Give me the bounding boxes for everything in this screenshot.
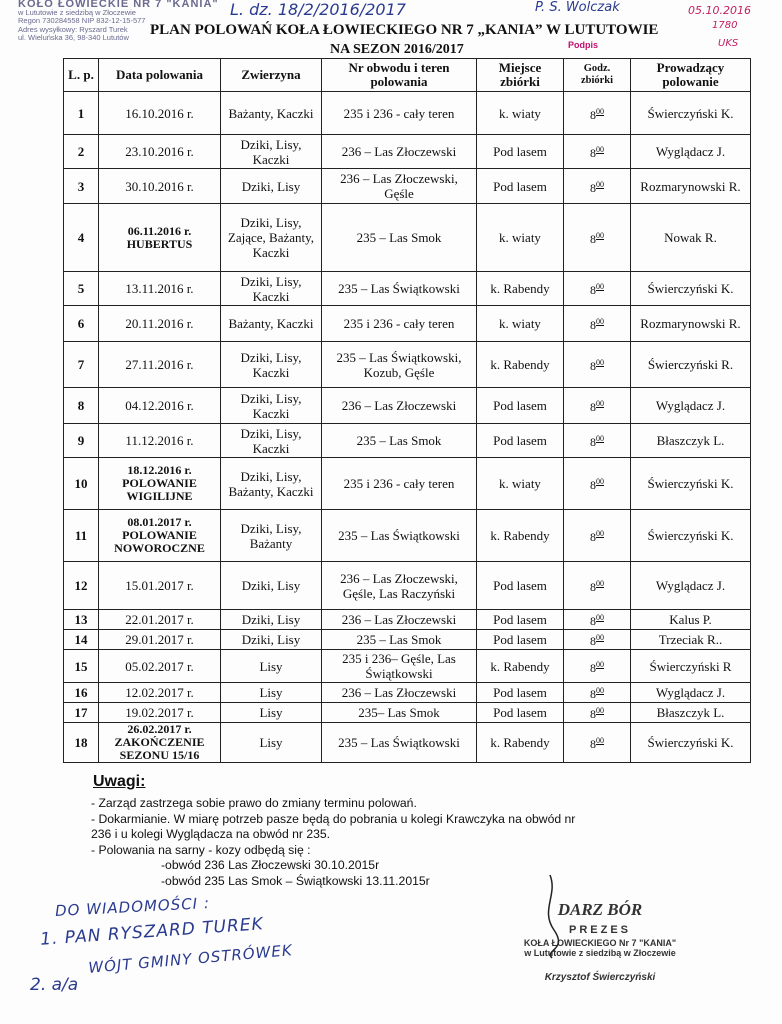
cell-leader: Świerczyński K. xyxy=(631,92,751,135)
stamp-line: w Lututowie z siedzibą w Złoczewie xyxy=(18,7,136,17)
handwritten-received-number: 1780 xyxy=(712,20,738,31)
cell-lp: 17 xyxy=(64,703,99,723)
cell-date: 15.01.2017 r. xyxy=(99,562,221,610)
event-name: ZAKOŃCZENIE SEZONU 15/16 xyxy=(114,735,205,762)
cell-time xyxy=(564,723,631,763)
time-minutes: 00 xyxy=(596,633,604,642)
signature-organization: KOŁA ŁOWIECKIEGO Nr 7 "KANIA" xyxy=(523,938,677,948)
cell-date: 23.10.2016 r. xyxy=(99,135,221,169)
table-row xyxy=(64,458,751,510)
cell-area: 236 – Las Złoczewski xyxy=(322,135,477,169)
cell-leader: Wyglądacz J. xyxy=(631,135,751,169)
cell-time xyxy=(564,342,631,388)
time-minutes: 00 xyxy=(596,358,604,367)
time-hour: 8 xyxy=(590,232,596,246)
time-hour: 8 xyxy=(590,737,596,751)
cell-leader: Świerczyński K. xyxy=(631,272,751,306)
cell-lp: 8 xyxy=(64,388,99,424)
cell-lp: 3 xyxy=(64,169,99,204)
cell-game: Dziki, Lisy, Kaczki xyxy=(221,272,322,306)
cell-leader: Rozmarynowski R. xyxy=(631,306,751,342)
time-hour: 8 xyxy=(590,359,596,373)
cell-date: 12.02.2017 r. xyxy=(99,683,221,703)
cell-game: Dziki, Lisy, Zające, Bażanty, Kaczki xyxy=(221,204,322,272)
cell-game: Dziki, Lisy xyxy=(221,562,322,610)
cell-place: Pod lasem xyxy=(477,703,564,723)
cell-place: Pod lasem xyxy=(477,424,564,458)
event-name: POLOWANIE WIGILIJNE xyxy=(122,476,197,503)
cell-leader: Wyglądacz J. xyxy=(631,683,751,703)
cell-game: Dziki, Lisy, Bażanty xyxy=(221,510,322,562)
time-minutes: 00 xyxy=(596,736,604,745)
cell-lp: 11 xyxy=(64,510,99,562)
time-minutes: 00 xyxy=(596,317,604,326)
table-row xyxy=(64,510,751,562)
cell-time xyxy=(564,135,631,169)
signature-scribble xyxy=(530,870,570,960)
handwritten-received-date: 05.10.2016 xyxy=(688,4,751,17)
time-hour: 8 xyxy=(590,283,596,297)
remarks-list xyxy=(91,796,691,889)
time-hour: 8 xyxy=(590,107,596,122)
cell-time xyxy=(564,92,631,135)
cell-lp: 18 xyxy=(64,723,99,763)
handwritten-distribution-heading: DO WIADOMOŚCI : xyxy=(54,893,211,921)
cell-game: Dziki, Lisy, Bażanty, Kaczki xyxy=(221,458,322,510)
cell-leader: Świerczyński K. xyxy=(631,510,751,562)
date-text: 08.01.2017 r. xyxy=(127,515,192,529)
cell-place: k. Rabendy xyxy=(477,342,564,388)
cell-date: 19.02.2017 r. xyxy=(99,703,221,723)
cell-leader: Świerczyński K. xyxy=(631,723,751,763)
cell-leader: Błaszczyk L. xyxy=(631,424,751,458)
stamp-line: ul. Wieluńska 36, 98-340 Lututów xyxy=(18,33,129,43)
cell-area: 235 – Las Smok xyxy=(322,204,477,272)
cell-area: 235 i 236 - cały teren xyxy=(322,306,477,342)
time-hour: 8 xyxy=(590,687,596,701)
table-row xyxy=(64,306,751,342)
cell-date: 11.12.2016 r. xyxy=(99,424,221,458)
cell-time xyxy=(564,458,631,510)
remark-line: -obwód 235 Las Smok – Świątkowski 13.11.2015r xyxy=(161,873,430,888)
time-hour: 8 xyxy=(590,146,596,160)
table-row xyxy=(64,630,751,650)
signature-greeting: DARZ BÓR xyxy=(557,900,643,919)
cell-leader: Kalus P. xyxy=(631,610,751,630)
cell-place: k. Rabendy xyxy=(477,510,564,562)
date-text: 18.12.2016 r. xyxy=(127,463,192,477)
table-row xyxy=(64,388,751,424)
cell-time xyxy=(564,424,631,458)
table-header-row xyxy=(64,59,751,92)
time-minutes: 00 xyxy=(596,179,604,189)
cell-lp: 9 xyxy=(64,424,99,458)
cell-time xyxy=(564,562,631,610)
time-minutes: 00 xyxy=(596,659,604,669)
cell-area: 235 – Las Świątkowski xyxy=(322,510,477,562)
column-header-leader: Prowadzący polowanie xyxy=(631,59,751,92)
time-minutes: 00 xyxy=(596,106,604,116)
cell-place: Pod lasem xyxy=(477,169,564,204)
time-minutes: 00 xyxy=(596,282,604,291)
remark-line: -obwód 236 Las Złoczewski 30.10.2015r xyxy=(161,858,380,872)
cell-date: 27.11.2016 r. xyxy=(99,342,221,388)
cell-game: Lisy xyxy=(221,650,322,683)
event-name: POLOWANIE NOWOROCZNE xyxy=(114,528,205,555)
cell-area: 235 – Las Świątkowski xyxy=(322,272,477,306)
time-hour: 8 xyxy=(590,634,596,648)
cell-time xyxy=(564,683,631,703)
cell-area: 235 – Las Smok xyxy=(322,424,477,458)
document-title: PLAN POLOWAŃ KOŁA ŁOWIECKIEGO NR 7 „KANIA” W LUTUTOWIE xyxy=(150,22,659,38)
column-header-date: Data polowania xyxy=(99,59,221,92)
cell-game: Dziki, Lisy xyxy=(221,610,322,630)
cell-place: Pod lasem xyxy=(477,388,564,424)
cell-time xyxy=(564,204,631,272)
time-hour: 8 xyxy=(590,707,596,721)
table-row xyxy=(64,169,751,204)
cell-leader: Błaszczyk L. xyxy=(631,703,751,723)
cell-area: 235 – Las Świątkowski, Kozub, Gęśle xyxy=(322,342,477,388)
time-minutes: 00 xyxy=(596,477,604,486)
cell-lp: 13 xyxy=(64,610,99,630)
cell-lp: 14 xyxy=(64,630,99,650)
cell-date xyxy=(99,204,221,272)
time-hour: 8 xyxy=(590,580,596,594)
table-row xyxy=(64,723,751,763)
cell-area: 236 – Las Złoczewski xyxy=(322,683,477,703)
table-row xyxy=(64,424,751,458)
cell-lp: 6 xyxy=(64,306,99,342)
handwritten-reference-number: L. dz. 18/2/2016/2017 xyxy=(230,0,406,19)
remark-line: - Zarząd zastrzega sobie prawo do zmiany terminu polowań. xyxy=(91,796,417,810)
table-row xyxy=(64,610,751,630)
cell-lp: 12 xyxy=(64,562,99,610)
cell-place: k. Rabendy xyxy=(477,272,564,306)
table-row xyxy=(64,92,751,135)
cell-time xyxy=(564,272,631,306)
handwritten-recipient-1: 1. PAN RYSZARD TUREK xyxy=(39,914,265,950)
remarks-heading: Uwagi: xyxy=(93,773,146,790)
time-minutes: 00 xyxy=(596,529,604,538)
column-header-lp: L. p. xyxy=(64,59,99,92)
cell-game: Dziki, Lisy xyxy=(221,630,322,650)
cell-place: Pod lasem xyxy=(477,562,564,610)
table-row xyxy=(64,135,751,169)
handwritten-received-code: UKS xyxy=(718,38,739,49)
cell-place: k. wiaty xyxy=(477,204,564,272)
cell-area: 235– Las Smok xyxy=(322,703,477,723)
cell-game: Dziki, Lisy, Kaczki xyxy=(221,424,322,458)
cell-place: k. wiaty xyxy=(477,306,564,342)
cell-area: 235 i 236 - cały teren xyxy=(322,92,477,135)
cell-leader: Świerczyński K. xyxy=(631,458,751,510)
cell-lp: 15 xyxy=(64,650,99,683)
time-minutes: 00 xyxy=(596,613,604,622)
cell-place: k. Rabendy xyxy=(477,723,564,763)
cell-date: 13.11.2016 r. xyxy=(99,272,221,306)
cell-place: k. Rabendy xyxy=(477,650,564,683)
document-subtitle: NA SEZON 2016/2017 xyxy=(330,42,464,57)
cell-place: Pod lasem xyxy=(477,630,564,650)
table-row xyxy=(64,342,751,388)
cell-date xyxy=(99,510,221,562)
cell-leader: Wyglądacz J. xyxy=(631,388,751,424)
cell-lp: 4 xyxy=(64,204,99,272)
cell-place: Pod lasem xyxy=(477,135,564,169)
cell-date xyxy=(99,458,221,510)
cell-game: Bażanty, Kaczki xyxy=(221,306,322,342)
cell-area: 236 – Las Złoczewski, Gęśle xyxy=(322,169,477,204)
cell-date: 30.10.2016 r. xyxy=(99,169,221,204)
handwritten-recipient-title: WÓJT GMINY OSTRÓWEK xyxy=(87,941,294,977)
column-header-place: Miejsce zbiórki xyxy=(477,59,564,92)
stamp-line: KOŁO ŁOWIECKIE NR 7 "KANIA" xyxy=(18,0,219,10)
signature-block xyxy=(500,900,700,983)
cell-game: Lisy xyxy=(221,723,322,763)
cell-date: 04.12.2016 r. xyxy=(99,388,221,424)
cell-game: Dziki, Lisy, Kaczki xyxy=(221,388,322,424)
cell-time xyxy=(564,388,631,424)
column-header-game: Zwierzyna xyxy=(221,59,322,92)
time-hour: 8 xyxy=(590,530,596,544)
cell-date: 05.02.2017 r. xyxy=(99,650,221,683)
hunting-plan-table xyxy=(63,58,751,763)
time-hour: 8 xyxy=(590,478,596,492)
cell-game: Dziki, Lisy, Kaczki xyxy=(221,135,322,169)
time-hour: 8 xyxy=(590,435,596,449)
cell-time xyxy=(564,510,631,562)
table-row xyxy=(64,562,751,610)
table-row xyxy=(64,683,751,703)
cell-area: 236 – Las Złoczewski xyxy=(322,610,477,630)
cell-time xyxy=(564,169,631,204)
time-minutes: 00 xyxy=(596,579,604,588)
cell-date: 20.11.2016 r. xyxy=(99,306,221,342)
cell-area: 235 – Las Smok xyxy=(322,630,477,650)
time-hour: 8 xyxy=(590,318,596,332)
signature-person: Krzysztof Świerczyński xyxy=(544,972,656,983)
cell-time xyxy=(564,703,631,723)
cell-place: k. wiaty xyxy=(477,92,564,135)
cell-time xyxy=(564,650,631,683)
time-minutes: 00 xyxy=(596,145,604,154)
signature-role: PREZES xyxy=(568,924,631,936)
received-stamp-label: Podpis xyxy=(568,40,599,50)
cell-game: Bażanty, Kaczki xyxy=(221,92,322,135)
table-row xyxy=(64,703,751,723)
cell-place: Pod lasem xyxy=(477,610,564,630)
cell-lp: 16 xyxy=(64,683,99,703)
cell-area: 236 – Las Złoczewski, Gęśle, Las Raczyński xyxy=(322,562,477,610)
cell-leader: Świerczyński R. xyxy=(631,342,751,388)
cell-area: 236 – Las Złoczewski xyxy=(322,388,477,424)
cell-lp: 1 xyxy=(64,92,99,135)
cell-game: Lisy xyxy=(221,703,322,723)
cell-date xyxy=(99,723,221,763)
cell-leader: Wyglądacz J. xyxy=(631,562,751,610)
time-minutes: 00 xyxy=(596,686,604,695)
cell-time xyxy=(564,610,631,630)
cell-leader: Rozmarynowski R. xyxy=(631,169,751,204)
column-header-time: Godz. zbiórki xyxy=(564,59,631,92)
column-header-area: Nr obwodu i teren polowania xyxy=(322,59,477,92)
table-row xyxy=(64,204,751,272)
time-hour: 8 xyxy=(590,180,596,195)
cell-date: 22.01.2017 r. xyxy=(99,610,221,630)
cell-game: Dziki, Lisy xyxy=(221,169,322,204)
remark-line: - Dokarmianie. W miarę potrzeb pasze będą do pobrania u kolegi Krawczyka na obwód nr xyxy=(91,811,576,826)
cell-place: k. wiaty xyxy=(477,458,564,510)
table-row xyxy=(64,650,751,683)
time-hour: 8 xyxy=(590,614,596,628)
remark-line: - Polowania na sarny - kozy odbędą się : xyxy=(91,842,311,857)
cell-date: 29.01.2017 r. xyxy=(99,630,221,650)
cell-leader: Nowak R. xyxy=(631,204,751,272)
cell-lp: 5 xyxy=(64,272,99,306)
time-hour: 8 xyxy=(590,660,596,675)
stamp-line: Adres wysyłkowy: Ryszard Turek xyxy=(18,24,128,34)
cell-time xyxy=(564,630,631,650)
cell-area: 235 i 236 - cały teren xyxy=(322,458,477,510)
cell-place: Pod lasem xyxy=(477,683,564,703)
cell-area: 235 i 236– Gęśle, Las Świątkowski xyxy=(322,650,477,683)
time-hour: 8 xyxy=(590,400,596,414)
cell-lp: 2 xyxy=(64,135,99,169)
time-minutes: 00 xyxy=(596,706,604,715)
date-text: 26.02.2017 r. xyxy=(127,722,192,736)
cell-lp: 7 xyxy=(64,342,99,388)
cell-time xyxy=(564,306,631,342)
cell-game: Dziki, Lisy, Kaczki xyxy=(221,342,322,388)
cell-lp: 10 xyxy=(64,458,99,510)
date-text: 06.11.2016 r. xyxy=(127,223,192,238)
time-minutes: 00 xyxy=(596,231,604,240)
time-minutes: 00 xyxy=(596,399,604,408)
event-name: HUBERTUS xyxy=(126,236,193,251)
handwritten-initials: P. S. Wolczak xyxy=(535,0,620,15)
cell-date: 16.10.2016 r. xyxy=(99,92,221,135)
cell-leader: Trzeciak R.. xyxy=(631,630,751,650)
cell-area: 235 – Las Świątkowski xyxy=(322,723,477,763)
cell-game: Lisy xyxy=(221,683,322,703)
signature-location: w Lututowie z siedzibą w Złoczewie xyxy=(524,948,676,958)
handwritten-recipient-2: 2. a/a xyxy=(30,975,79,995)
table-row xyxy=(64,272,751,306)
cell-leader: Świerczyński R xyxy=(631,650,751,683)
time-minutes: 00 xyxy=(596,434,604,443)
stamp-line: Regon 730284558 NIP 832-12-15-577 xyxy=(18,16,146,26)
remark-line: 236 i u kolegi Wyglądacza na obwód nr 235. xyxy=(91,827,331,841)
